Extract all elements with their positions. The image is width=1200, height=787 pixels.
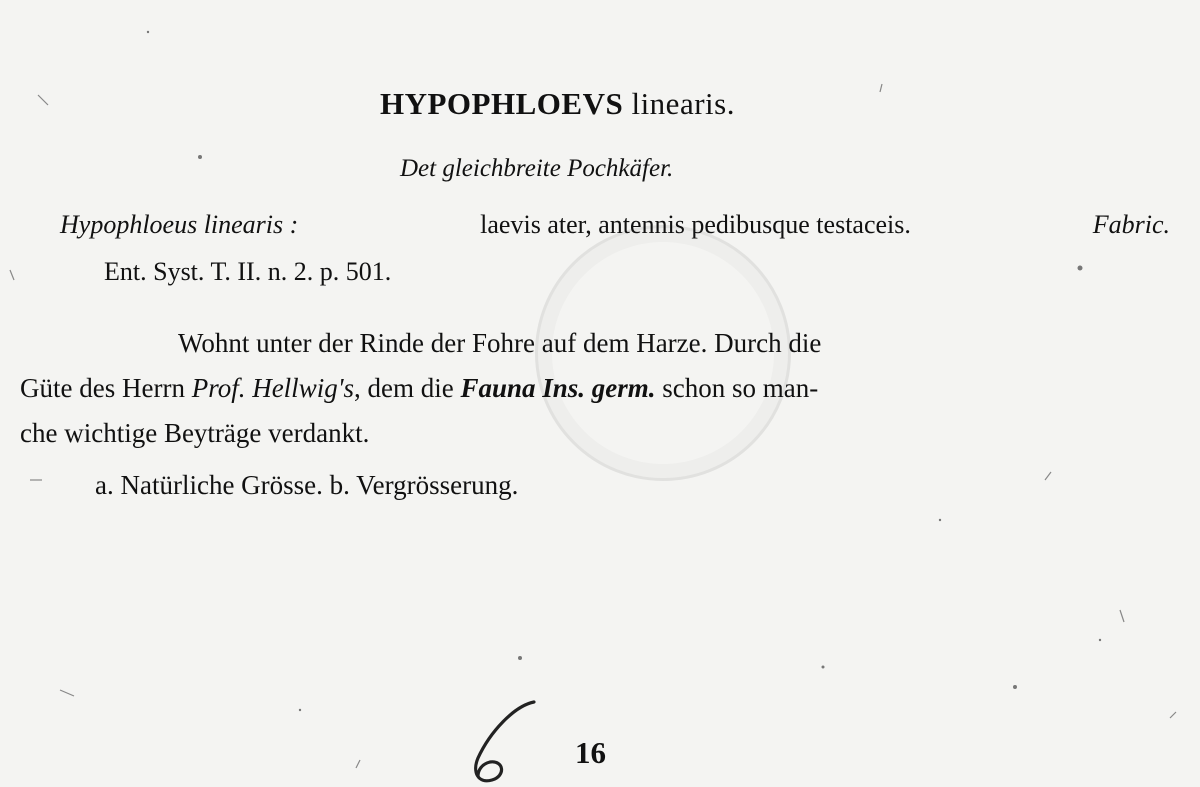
species-epithet: linearis. (631, 86, 735, 121)
diagnosis-author: Fabric. (1092, 210, 1170, 239)
paragraph-line-2-end: schon so man- (662, 373, 819, 403)
genus-name: HYPOPHLOEVS (380, 86, 624, 121)
paragraph-line-2 (20, 375, 1171, 402)
common-name: Det gleichbreite Pochkäfer. (400, 155, 674, 182)
paragraph-line-3: che wichtige Beyträge verdankt. (20, 418, 370, 448)
handwritten-mark (462, 696, 542, 787)
page-number: 16 (575, 735, 606, 770)
species-heading (380, 88, 735, 119)
diagnosis-reference: Ent. Syst. T. II. n. 2. p. 501. (104, 257, 392, 286)
work-title: Fauna Ins. germ. (460, 373, 656, 403)
diagnosis-species-name: Hypophloeus linearis : (60, 210, 299, 239)
paragraph-line-2-middle: , dem die (353, 373, 454, 403)
figure-caption: a. Natürliche Grösse. b. Vergrösserung. (95, 470, 519, 500)
diagnosis-text: laevis ater, antennis pedibusque testaceis. (480, 210, 911, 239)
paragraph-line-1: Wohnt unter der Rinde der Fohre auf dem Harze. Durch die (178, 328, 822, 358)
diagnosis-line (60, 212, 1170, 238)
person-name: Prof. Hellwig's (191, 373, 354, 403)
paragraph-line-2-start: Güte des Herrn (20, 373, 185, 403)
